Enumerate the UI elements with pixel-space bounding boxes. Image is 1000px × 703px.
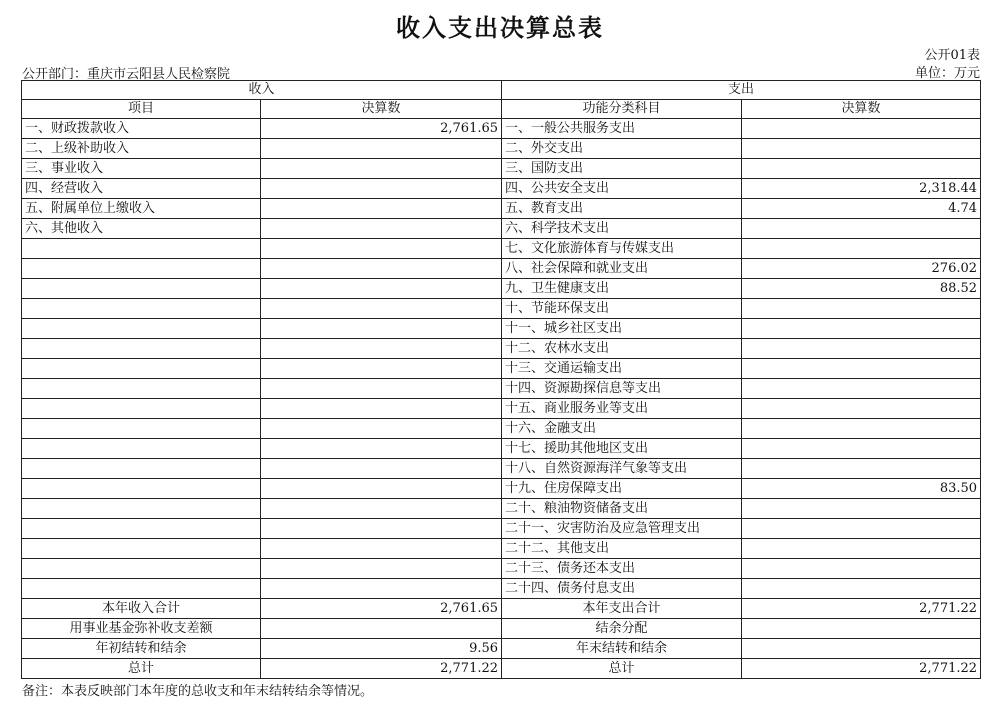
table-row: [22, 259, 981, 279]
table-row: [22, 519, 981, 539]
table-row: [22, 559, 981, 579]
category-column-header: 功能分类科目: [502, 100, 742, 119]
table-row: [22, 199, 981, 219]
expense-item-cell: 二十二、其他支出: [502, 539, 742, 559]
expense-amount-cell: [742, 339, 981, 359]
income-summary-amount: 9.56: [261, 639, 502, 659]
table-row: [22, 399, 981, 419]
table-row: [22, 339, 981, 359]
income-summary-amount: 2,771.22: [261, 659, 502, 679]
expense-amount-cell: [742, 319, 981, 339]
income-summary-amount: 2,761.65: [261, 599, 502, 619]
income-item-cell: [22, 479, 261, 499]
expense-item-cell: 一、一般公共服务支出: [502, 119, 742, 139]
table-row: [22, 319, 981, 339]
expense-amount-cell: [742, 379, 981, 399]
column-header-row: [22, 100, 981, 119]
summary-row: [22, 619, 981, 639]
income-item-cell: 六、其他收入: [22, 219, 261, 239]
table-row: [22, 159, 981, 179]
income-amount-cell: [261, 439, 502, 459]
expense-item-cell: 三、国防支出: [502, 159, 742, 179]
table-row: [22, 539, 981, 559]
income-item-cell: [22, 499, 261, 519]
income-item-cell: [22, 399, 261, 419]
expense-item-cell: 十四、资源勘探信息等支出: [502, 379, 742, 399]
income-item-cell: [22, 299, 261, 319]
expense-item-cell: 八、社会保障和就业支出: [502, 259, 742, 279]
unit-label: 单位：万元: [914, 66, 980, 81]
department-label: 公开部门：重庆市云阳县人民检察院: [22, 67, 231, 82]
expense-item-cell: 十七、援助其他地区支出: [502, 439, 742, 459]
expense-amount-cell: [742, 159, 981, 179]
income-item-cell: [22, 259, 261, 279]
income-item-cell: [22, 559, 261, 579]
income-item-cell: [22, 579, 261, 599]
expense-item-cell: 二十三、债务还本支出: [502, 559, 742, 579]
footnote: 备注：本表反映部门本年度的总收支和年末结转结余等情况。: [22, 684, 374, 699]
expense-item-cell: 二十、粮油物资储备支出: [502, 499, 742, 519]
expense-item-cell: 二十四、债务付息支出: [502, 579, 742, 599]
income-item-cell: [22, 319, 261, 339]
income-amount-cell: [261, 299, 502, 319]
table-row: [22, 299, 981, 319]
expense-summary-amount: 2,771.22: [742, 599, 981, 619]
table-row: [22, 119, 981, 139]
income-amount-cell: [261, 239, 502, 259]
expense-summary-label: 结余分配: [502, 619, 742, 639]
expense-amount-cell: 83.50: [742, 479, 981, 499]
table-row: [22, 139, 981, 159]
expense-item-cell: 六、科学技术支出: [502, 219, 742, 239]
income-item-cell: [22, 239, 261, 259]
table-row: [22, 439, 981, 459]
income-amount-cell: [261, 519, 502, 539]
table-row: [22, 239, 981, 259]
summary-row: [22, 639, 981, 659]
income-item-cell: [22, 279, 261, 299]
expense-item-cell: 十一、城乡社区支出: [502, 319, 742, 339]
income-amount-cell: [261, 539, 502, 559]
income-summary-label: 总计: [22, 659, 261, 679]
table-row: [22, 359, 981, 379]
page-title: 收入支出决算总表: [396, 13, 604, 42]
table-row: [22, 179, 981, 199]
summary-row: [22, 659, 981, 679]
income-item-cell: [22, 519, 261, 539]
income-item-cell: 二、上级补助收入: [22, 139, 261, 159]
expense-amount-cell: [742, 139, 981, 159]
income-amount-cell: [261, 319, 502, 339]
income-item-cell: [22, 359, 261, 379]
expense-amount-cell: [742, 539, 981, 559]
income-item-cell: [22, 459, 261, 479]
expense-amount-cell: [742, 399, 981, 419]
expense-amount-cell: [742, 499, 981, 519]
expense-amount-cell: [742, 519, 981, 539]
expense-item-cell: 二、外交支出: [502, 139, 742, 159]
expense-amount-cell: [742, 579, 981, 599]
income-summary-label: 年初结转和结余: [22, 639, 261, 659]
expense-amount-cell: [742, 459, 981, 479]
table-row: [22, 479, 981, 499]
income-amount-cell: [261, 179, 502, 199]
table-row: [22, 419, 981, 439]
income-summary-label: 用事业基金弥补收支差额: [22, 619, 261, 639]
income-item-cell: 三、事业收入: [22, 159, 261, 179]
expense-amount-cell: [742, 119, 981, 139]
expense-item-cell: 十九、住房保障支出: [502, 479, 742, 499]
expense-amount-cell: 276.02: [742, 259, 981, 279]
table-row: [22, 279, 981, 299]
expense-amount-column-header: 决算数: [742, 100, 981, 119]
income-amount-cell: [261, 199, 502, 219]
income-item-cell: [22, 339, 261, 359]
expense-amount-cell: [742, 219, 981, 239]
income-amount-cell: [261, 139, 502, 159]
income-amount-cell: [261, 359, 502, 379]
expense-amount-cell: [742, 359, 981, 379]
income-amount-cell: [261, 159, 502, 179]
expense-amount-cell: [742, 419, 981, 439]
expense-item-cell: 五、教育支出: [502, 199, 742, 219]
expense-item-cell: 四、公共安全支出: [502, 179, 742, 199]
income-amount-cell: [261, 459, 502, 479]
table-row: [22, 379, 981, 399]
income-item-cell: 四、经营收入: [22, 179, 261, 199]
table-row: [22, 499, 981, 519]
expense-item-cell: 二十一、灾害防治及应急管理支出: [502, 519, 742, 539]
income-amount-cell: [261, 499, 502, 519]
expense-item-cell: 十八、自然资源海洋气象等支出: [502, 459, 742, 479]
income-amount-cell: [261, 219, 502, 239]
income-summary-amount: [261, 619, 502, 639]
expense-item-cell: 十、节能环保支出: [502, 299, 742, 319]
income-item-cell: 五、附属单位上缴收入: [22, 199, 261, 219]
expense-amount-cell: [742, 439, 981, 459]
table-row: [22, 579, 981, 599]
expense-amount-cell: [742, 559, 981, 579]
income-section-header: 收入: [22, 81, 502, 100]
income-amount-cell: [261, 339, 502, 359]
expense-summary-label: 总计: [502, 659, 742, 679]
expense-summary-label: 年末结转和结余: [502, 639, 742, 659]
income-item-cell: [22, 439, 261, 459]
income-amount-cell: [261, 559, 502, 579]
expense-summary-label: 本年支出合计: [502, 599, 742, 619]
income-amount-column-header: 决算数: [261, 100, 502, 119]
form-number: 公开01表: [924, 48, 980, 63]
expense-amount-cell: 2,318.44: [742, 179, 981, 199]
income-amount-cell: [261, 479, 502, 499]
expense-amount-cell: [742, 299, 981, 319]
expense-summary-amount: [742, 619, 981, 639]
expense-amount-cell: [742, 239, 981, 259]
expense-item-cell: 九、卫生健康支出: [502, 279, 742, 299]
income-amount-cell: [261, 259, 502, 279]
income-amount-cell: [261, 579, 502, 599]
expense-item-cell: 十三、交通运输支出: [502, 359, 742, 379]
expense-amount-cell: 88.52: [742, 279, 981, 299]
expense-item-cell: 十五、商业服务业等支出: [502, 399, 742, 419]
income-expense-table: [21, 80, 981, 679]
expense-summary-amount: 2,771.22: [742, 659, 981, 679]
expense-amount-cell: 4.74: [742, 199, 981, 219]
income-amount-cell: [261, 279, 502, 299]
summary-row: [22, 599, 981, 619]
income-item-cell: [22, 539, 261, 559]
expense-item-cell: 十二、农林水支出: [502, 339, 742, 359]
expense-section-header: 支出: [502, 81, 981, 100]
income-summary-label: 本年收入合计: [22, 599, 261, 619]
expense-summary-amount: [742, 639, 981, 659]
income-amount-cell: [261, 379, 502, 399]
income-item-cell: [22, 419, 261, 439]
income-amount-cell: [261, 419, 502, 439]
income-amount-cell: [261, 399, 502, 419]
item-column-header: 项目: [22, 100, 261, 119]
table-row: [22, 459, 981, 479]
expense-item-cell: 十六、金融支出: [502, 419, 742, 439]
section-header-row: [22, 81, 981, 100]
income-item-cell: 一、财政拨款收入: [22, 119, 261, 139]
income-amount-cell: 2,761.65: [261, 119, 502, 139]
income-item-cell: [22, 379, 261, 399]
expense-item-cell: 七、文化旅游体育与传媒支出: [502, 239, 742, 259]
table-row: [22, 219, 981, 239]
